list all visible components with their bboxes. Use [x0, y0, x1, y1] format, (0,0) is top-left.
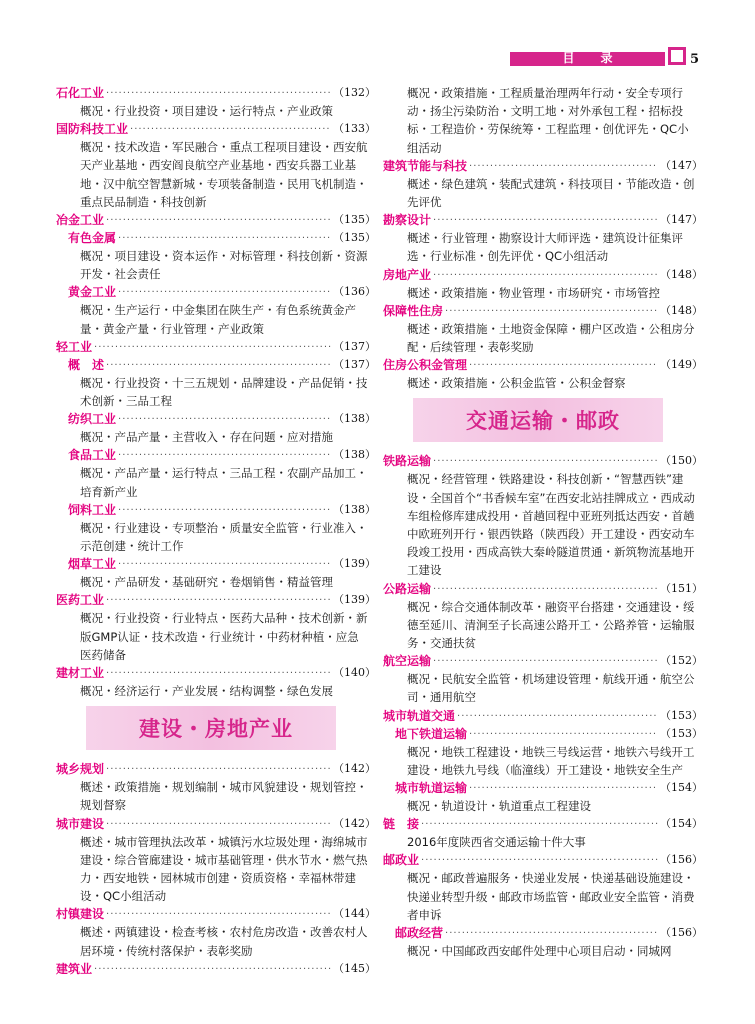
toc-entry-page: （139）: [333, 557, 376, 571]
toc-entry-page: （144）: [333, 907, 376, 921]
dot-leader: [433, 654, 658, 670]
dot-leader: [118, 285, 331, 301]
toc-entry-title: 烟草工业: [68, 557, 117, 572]
toc-entry-description: 概况・地铁工程建设・地铁三号线运营・地铁六号线开工建设・地铁九号线（临潼线）开工建设・地铁安全生产: [407, 744, 695, 777]
toc-entry-page: （135）: [333, 213, 376, 227]
toc-entry-description: 概述・政策措施・土地资金保障・棚户区改造・公租房分配・后续管理・表彰奖励: [407, 321, 695, 355]
toc-entry-page: （139）: [333, 593, 376, 607]
toc-entry-page: （156）: [660, 853, 703, 867]
toc-entry-description: 概况・产品产量・运行特点・三品工程・农副产品加工・培育新产业: [80, 466, 368, 499]
toc-entry-title: 村镇建设: [56, 907, 105, 922]
toc-entry[interactable]: [56, 356, 376, 374]
toc-entry-title: 航空运输: [383, 654, 432, 669]
toc-entry-description: 概况・产品产量・主营收入・存在问题・应对措施: [80, 430, 333, 445]
toc-entry-title: 城乡规划: [56, 762, 105, 777]
toc-entry-page: （149）: [660, 358, 703, 372]
toc-entry-page: （154）: [660, 781, 703, 795]
toc-entry-title: 黄金工业: [68, 285, 117, 300]
toc-entry-title: 建材工业: [56, 666, 105, 681]
toc-entry-description: 2016年度陕西省交通运输十件大事: [407, 835, 586, 850]
toc-entry-page: （142）: [333, 816, 376, 830]
toc-entry-description: 概况・政策措施・工程质量治理两年行动・安全专项行动・扬尘污染防治・文明工地・对外承包工程・招标投标・工程造价・劳保统筹・工程监理・创优评先・QC小组活动: [407, 86, 689, 155]
toc-entry-description: 概况・行业投资・行业特点・医药大品种・技术创新・新版GMP认证・技术改造・行业统计・中药材种植・应急医药储备: [80, 611, 368, 662]
toc-entry-page: （142）: [333, 762, 376, 776]
dot-leader: [94, 340, 331, 356]
dot-leader: [445, 926, 658, 942]
toc-entry-title: 邮政业: [383, 853, 420, 868]
toc-entry[interactable]: [56, 84, 376, 102]
dot-leader: [469, 159, 658, 175]
toc-entry-page: （138）: [333, 502, 376, 516]
toc-entry-title: 医药工业: [56, 593, 105, 608]
toc-entry-title: 房地产业: [383, 267, 432, 282]
toc-entry-description: 概况・生产运行・中金集团在陕生产・有色系统黄金产量・黄金产量・行业管理・产业政策: [80, 303, 356, 336]
toc-entry-page: （147）: [660, 158, 703, 172]
toc-entry-page: （147）: [660, 213, 703, 227]
toc-entry-page: （152）: [660, 654, 703, 668]
toc-entry-description: 概述・政策措施・公积金监管・公积金督察: [407, 376, 626, 391]
dot-leader: [106, 213, 331, 229]
toc-entry-page: （138）: [333, 412, 376, 426]
dot-leader: [433, 268, 658, 284]
toc-entry-page: （135）: [333, 231, 376, 245]
dot-leader: [433, 454, 658, 470]
toc-entry[interactable]: [383, 851, 703, 869]
toc-entry[interactable]: [56, 905, 376, 923]
toc-entry-page: （136）: [333, 285, 376, 299]
dot-leader: [118, 448, 331, 464]
dot-leader: [433, 213, 658, 229]
toc-entry-title: 公路运输: [383, 581, 432, 596]
dot-leader: [118, 412, 331, 428]
page-number: 5: [690, 52, 700, 67]
toc-entry[interactable]: [56, 591, 376, 609]
dot-leader: [94, 962, 331, 978]
toc-entry[interactable]: [56, 229, 376, 247]
toc-entry-description: 概述・政策措施・规划编制・城市风貌建设・规划管控・规划督察: [80, 780, 368, 813]
toc-entry-title: 国防科技工业: [56, 122, 129, 137]
dot-leader: [106, 86, 331, 102]
section-banner-title: 交通运输・邮政: [466, 409, 620, 434]
toc-entry-description: 概况・行业投资・十三五规划・品牌建设・产品促销・技术创新・三品工程: [80, 375, 368, 409]
header-section-label: [510, 49, 665, 67]
toc-entry[interactable]: [56, 410, 376, 428]
dot-leader: [130, 122, 331, 138]
dot-leader: [118, 557, 331, 573]
toc-entry[interactable]: [56, 664, 376, 682]
dot-leader: [106, 593, 331, 609]
toc-entry[interactable]: [56, 211, 376, 229]
toc-entry-title: 建筑业: [56, 961, 93, 976]
toc-entry-description: 概述・两镇建设・检查考核・农村危房改造・改善农村人居环境・传统村落保护・表彰奖励: [80, 925, 368, 958]
toc-entry[interactable]: [56, 760, 376, 778]
toc-entry[interactable]: [383, 157, 703, 175]
toc-entry-title: 城市轨道运输: [395, 781, 468, 796]
dot-leader: [106, 907, 331, 923]
toc-entry[interactable]: [383, 452, 703, 470]
dot-leader: [469, 727, 658, 743]
toc-entry-page: （137）: [333, 357, 376, 371]
toc-entry[interactable]: [383, 266, 703, 284]
toc-entry-title: 建筑节能与科技: [383, 158, 468, 173]
toc-entry-page: （148）: [660, 303, 703, 317]
toc-entry-title: 城市轨道交通: [383, 708, 456, 723]
toc-entry-title: 概 述: [68, 357, 105, 372]
dot-leader: [421, 853, 658, 869]
toc-entry-title: 轻工业: [56, 339, 93, 354]
dot-leader: [118, 503, 331, 519]
toc-entry-title: 饲料工业: [68, 502, 117, 517]
dot-leader: [106, 762, 331, 778]
toc-entry-description: 概述・政策措施・物业管理・市场研究・市场管控: [407, 285, 660, 300]
toc-left-column: [56, 84, 376, 978]
dot-leader: [469, 781, 658, 797]
toc-entry[interactable]: [383, 580, 703, 598]
toc-entry-description: 概况・综合交通体制改革・融资平台搭建・交通建设・绥德至延川、清涧至子长高速公路开工・公路养管・运输服务・交通扶贫: [407, 599, 695, 651]
toc-entry-description: 概况・项目建设・资本运作・对标管理・科技创新・资源开发・社会责任: [80, 249, 368, 282]
dot-leader: [457, 709, 658, 725]
toc-entry[interactable]: [383, 725, 703, 743]
header-label-1: 目: [562, 51, 575, 65]
dot-leader: [118, 231, 331, 247]
toc-entry-title: 城市建设: [56, 816, 105, 831]
toc-entry-title: 铁路运输: [383, 454, 432, 469]
toc-entry-description: 概述・行业管理・勘察设计大师评选・建筑设计征集评选・行业标准・创先评优・QC小组活动: [407, 231, 683, 264]
toc-entry-page: （148）: [660, 267, 703, 281]
header-label-2: 录: [600, 51, 613, 65]
toc-entry-page: （153）: [660, 726, 703, 740]
toc-entry-page: （140）: [333, 666, 376, 680]
toc-entry-title: 勘察设计: [383, 213, 432, 228]
toc-entry-title: 保障性住房: [383, 303, 444, 318]
toc-entry[interactable]: [56, 283, 376, 301]
toc-entry-page: （138）: [333, 448, 376, 462]
toc-entry-description: 概况・技术改造・军民融合・重点工程项目建设・西安航天产业基地・西安阎良航空产业基地・西安兵器工业基地・汉中航空智慧新城・专项装备制造・民用飞机制造・重点民品制造・科技创新: [80, 140, 368, 209]
toc-entry-page: （156）: [660, 926, 703, 940]
toc-entry-page: （151）: [660, 581, 703, 595]
toc-entry[interactable]: [56, 960, 376, 978]
toc-entry[interactable]: [383, 652, 703, 670]
toc-entry-page: （154）: [660, 817, 703, 831]
toc-entry-title: 住房公积金管理: [383, 358, 468, 373]
toc-entry-description: 概况・民航安全监管・机场建设管理・航线开通・航空公司・通用航空: [407, 672, 695, 705]
toc-entry-description: 概况・经济运行・产业发展・结构调整・绿色发展: [80, 684, 333, 699]
toc-entry-page: （145）: [333, 961, 376, 975]
toc-entry-title: 邮政经营: [395, 926, 444, 941]
dot-leader: [106, 358, 331, 374]
toc-entry-page: （133）: [333, 122, 376, 136]
toc-entry-title: 地下铁道运输: [395, 726, 468, 741]
toc-entry-title: 冶金工业: [56, 213, 105, 228]
dot-leader: [469, 358, 658, 374]
toc-entry-page: （153）: [660, 708, 703, 722]
toc-entry[interactable]: [383, 779, 703, 797]
toc-entry-page: （137）: [333, 339, 376, 353]
toc-right-column: [383, 84, 703, 960]
section-banner: [383, 398, 703, 442]
dot-leader: [106, 666, 331, 682]
section-banner: [56, 706, 376, 750]
toc-entry[interactable]: [383, 211, 703, 229]
toc-entry[interactable]: [383, 356, 703, 374]
toc-entry-description: 概况・产品研发・基础研究・卷烟销售・精益管理: [80, 575, 333, 590]
toc-entry[interactable]: [383, 924, 703, 942]
toc-entry-description: 概况・中国邮政西安邮件处理中心项目启动・同城网: [407, 944, 672, 959]
toc-entry-title: 有色金属: [68, 231, 117, 246]
dot-leader: [433, 582, 658, 598]
toc-entry-description: 概述・绿色建筑・装配式建筑・科技项目・节能改造・创先评优: [407, 176, 695, 210]
toc-entry-title: 链 接: [383, 817, 420, 832]
toc-entry[interactable]: [56, 815, 376, 833]
toc-entry-description: 概况・行业投资・项目建设・运行特点・产业政策: [80, 104, 333, 118]
toc-entry-page: （132）: [333, 86, 376, 99]
toc-entry-description: 概况・邮政普遍服务・快递业发展・快递基础设施建设・快递业转型升级・邮政市场监管・邮政业安全监管・消费者申诉: [407, 871, 695, 922]
toc-entry-description: 概况・经营管理・铁路建设・科技创新・“智慧西铁”建设・全国首个“书香候车室”在西安北站挂牌成立・西成动车组检修库建成投用・首趟回程中亚班列抵达西安・首趟中欧班列开行・银西铁路（陕西段）开工建设・西安动车段竣工投用・西成高铁大秦岭隧道贯通・新筑物流基地开工建设: [407, 472, 695, 578]
section-banner-title: 建设・房地产业: [139, 717, 293, 742]
dot-leader: [106, 817, 331, 833]
toc-entry-description: 概述・城市管理执法改革・城镇污水垃圾处理・海绵城市建设・综合管廊建设・城市基础管理・供水节水・燃气热力・西安地铁・园林城市创建・资质资格・幸福林带建设・QC小组活动: [80, 834, 368, 904]
toc-entry-description: 概况・轨道设计・轨道重点工程建设: [407, 799, 591, 814]
toc-entry-description: 概况・行业建设・专项整治・质量安全监管・行业准入・示范创建・统计工作: [80, 520, 368, 554]
toc-entry[interactable]: [56, 338, 376, 356]
toc-entry[interactable]: [383, 302, 703, 320]
toc-entry[interactable]: [383, 707, 703, 725]
toc-entry-title: 石化工业: [56, 86, 105, 100]
toc-entry-page: （150）: [660, 454, 703, 468]
toc-entry-title: 食品工业: [68, 448, 117, 463]
toc-entry[interactable]: [56, 120, 376, 138]
toc-entry[interactable]: [56, 501, 376, 519]
toc-entry[interactable]: [383, 815, 703, 833]
toc-entry[interactable]: [56, 446, 376, 464]
header-square-icon: [668, 47, 686, 65]
dot-leader: [421, 817, 658, 833]
dot-leader: [445, 304, 658, 320]
toc-entry[interactable]: [56, 555, 376, 573]
toc-entry-title: 纺织工业: [68, 412, 117, 427]
